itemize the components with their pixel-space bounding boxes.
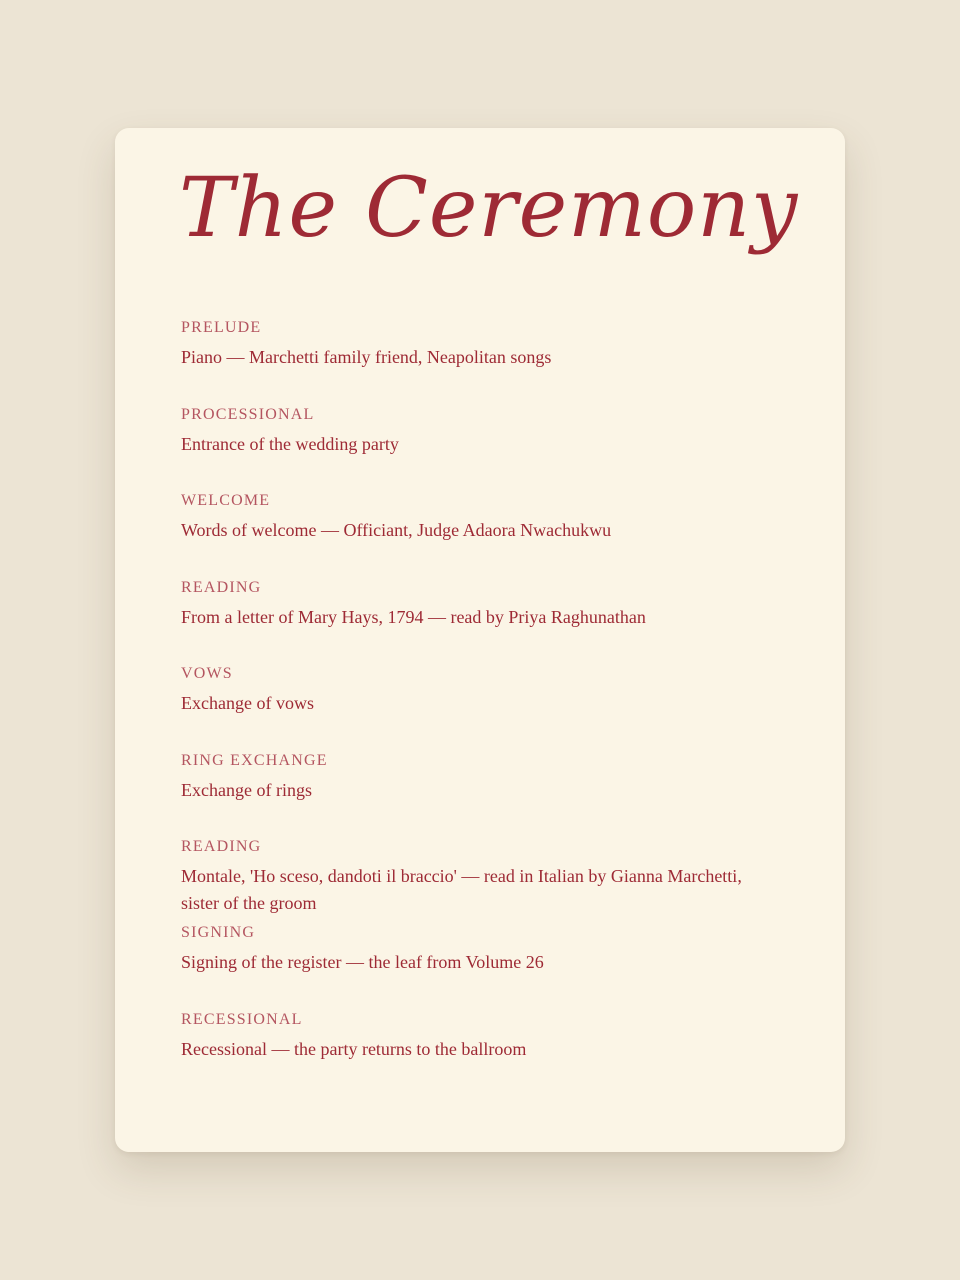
- program-item: [181, 489, 781, 576]
- program-item: [181, 835, 781, 921]
- program-item: [181, 403, 781, 490]
- program-item-label: READING: [181, 578, 262, 596]
- program-item-text: Piano — Marchetti family friend, Neapolitan songs: [181, 347, 552, 367]
- program-item-label: PRELUDE: [181, 319, 262, 336]
- program-item-label: RING EXCHANGE: [181, 751, 328, 769]
- ceremony-program: [181, 316, 781, 1063]
- program-item: [181, 749, 781, 836]
- program-item: [181, 316, 781, 403]
- program-item-label: SIGNING: [181, 924, 256, 941]
- program-item-label: PROCESSIONAL: [181, 405, 315, 423]
- program-item-label: RECESSIONAL: [181, 1010, 303, 1028]
- program-item: [181, 921, 781, 1008]
- program-item-label: WELCOME: [181, 492, 271, 509]
- program-item-label: VOWS: [181, 665, 233, 682]
- program-item-text: Montale, 'Ho sceso, dandoti il braccio' — read in Italian by Gianna Marchetti, sister of the groom: [181, 866, 742, 913]
- program-item-text: Signing of the register — the leaf from Volume 26: [181, 952, 544, 972]
- program-item-text: From a letter of Mary Hays, 1794 — read by Priya Raghunathan: [181, 606, 646, 627]
- program-item: [181, 1008, 781, 1063]
- program-item-text: Exchange of vows: [181, 693, 314, 713]
- program-item-label: READING: [181, 838, 262, 855]
- page-title: The Ceremony: [179, 161, 799, 256]
- program-item-text: Recessional — the party returns to the ballroom: [181, 1038, 527, 1059]
- program-item-text: Words of welcome — Officiant, Judge Adaora Nwachukwu: [181, 520, 612, 540]
- ceremony-card: [115, 128, 845, 1152]
- program-item: [181, 576, 781, 663]
- program-item: [181, 662, 781, 749]
- program-item-text: Entrance of the wedding party: [181, 433, 399, 454]
- program-item-text: Exchange of rings: [181, 779, 312, 800]
